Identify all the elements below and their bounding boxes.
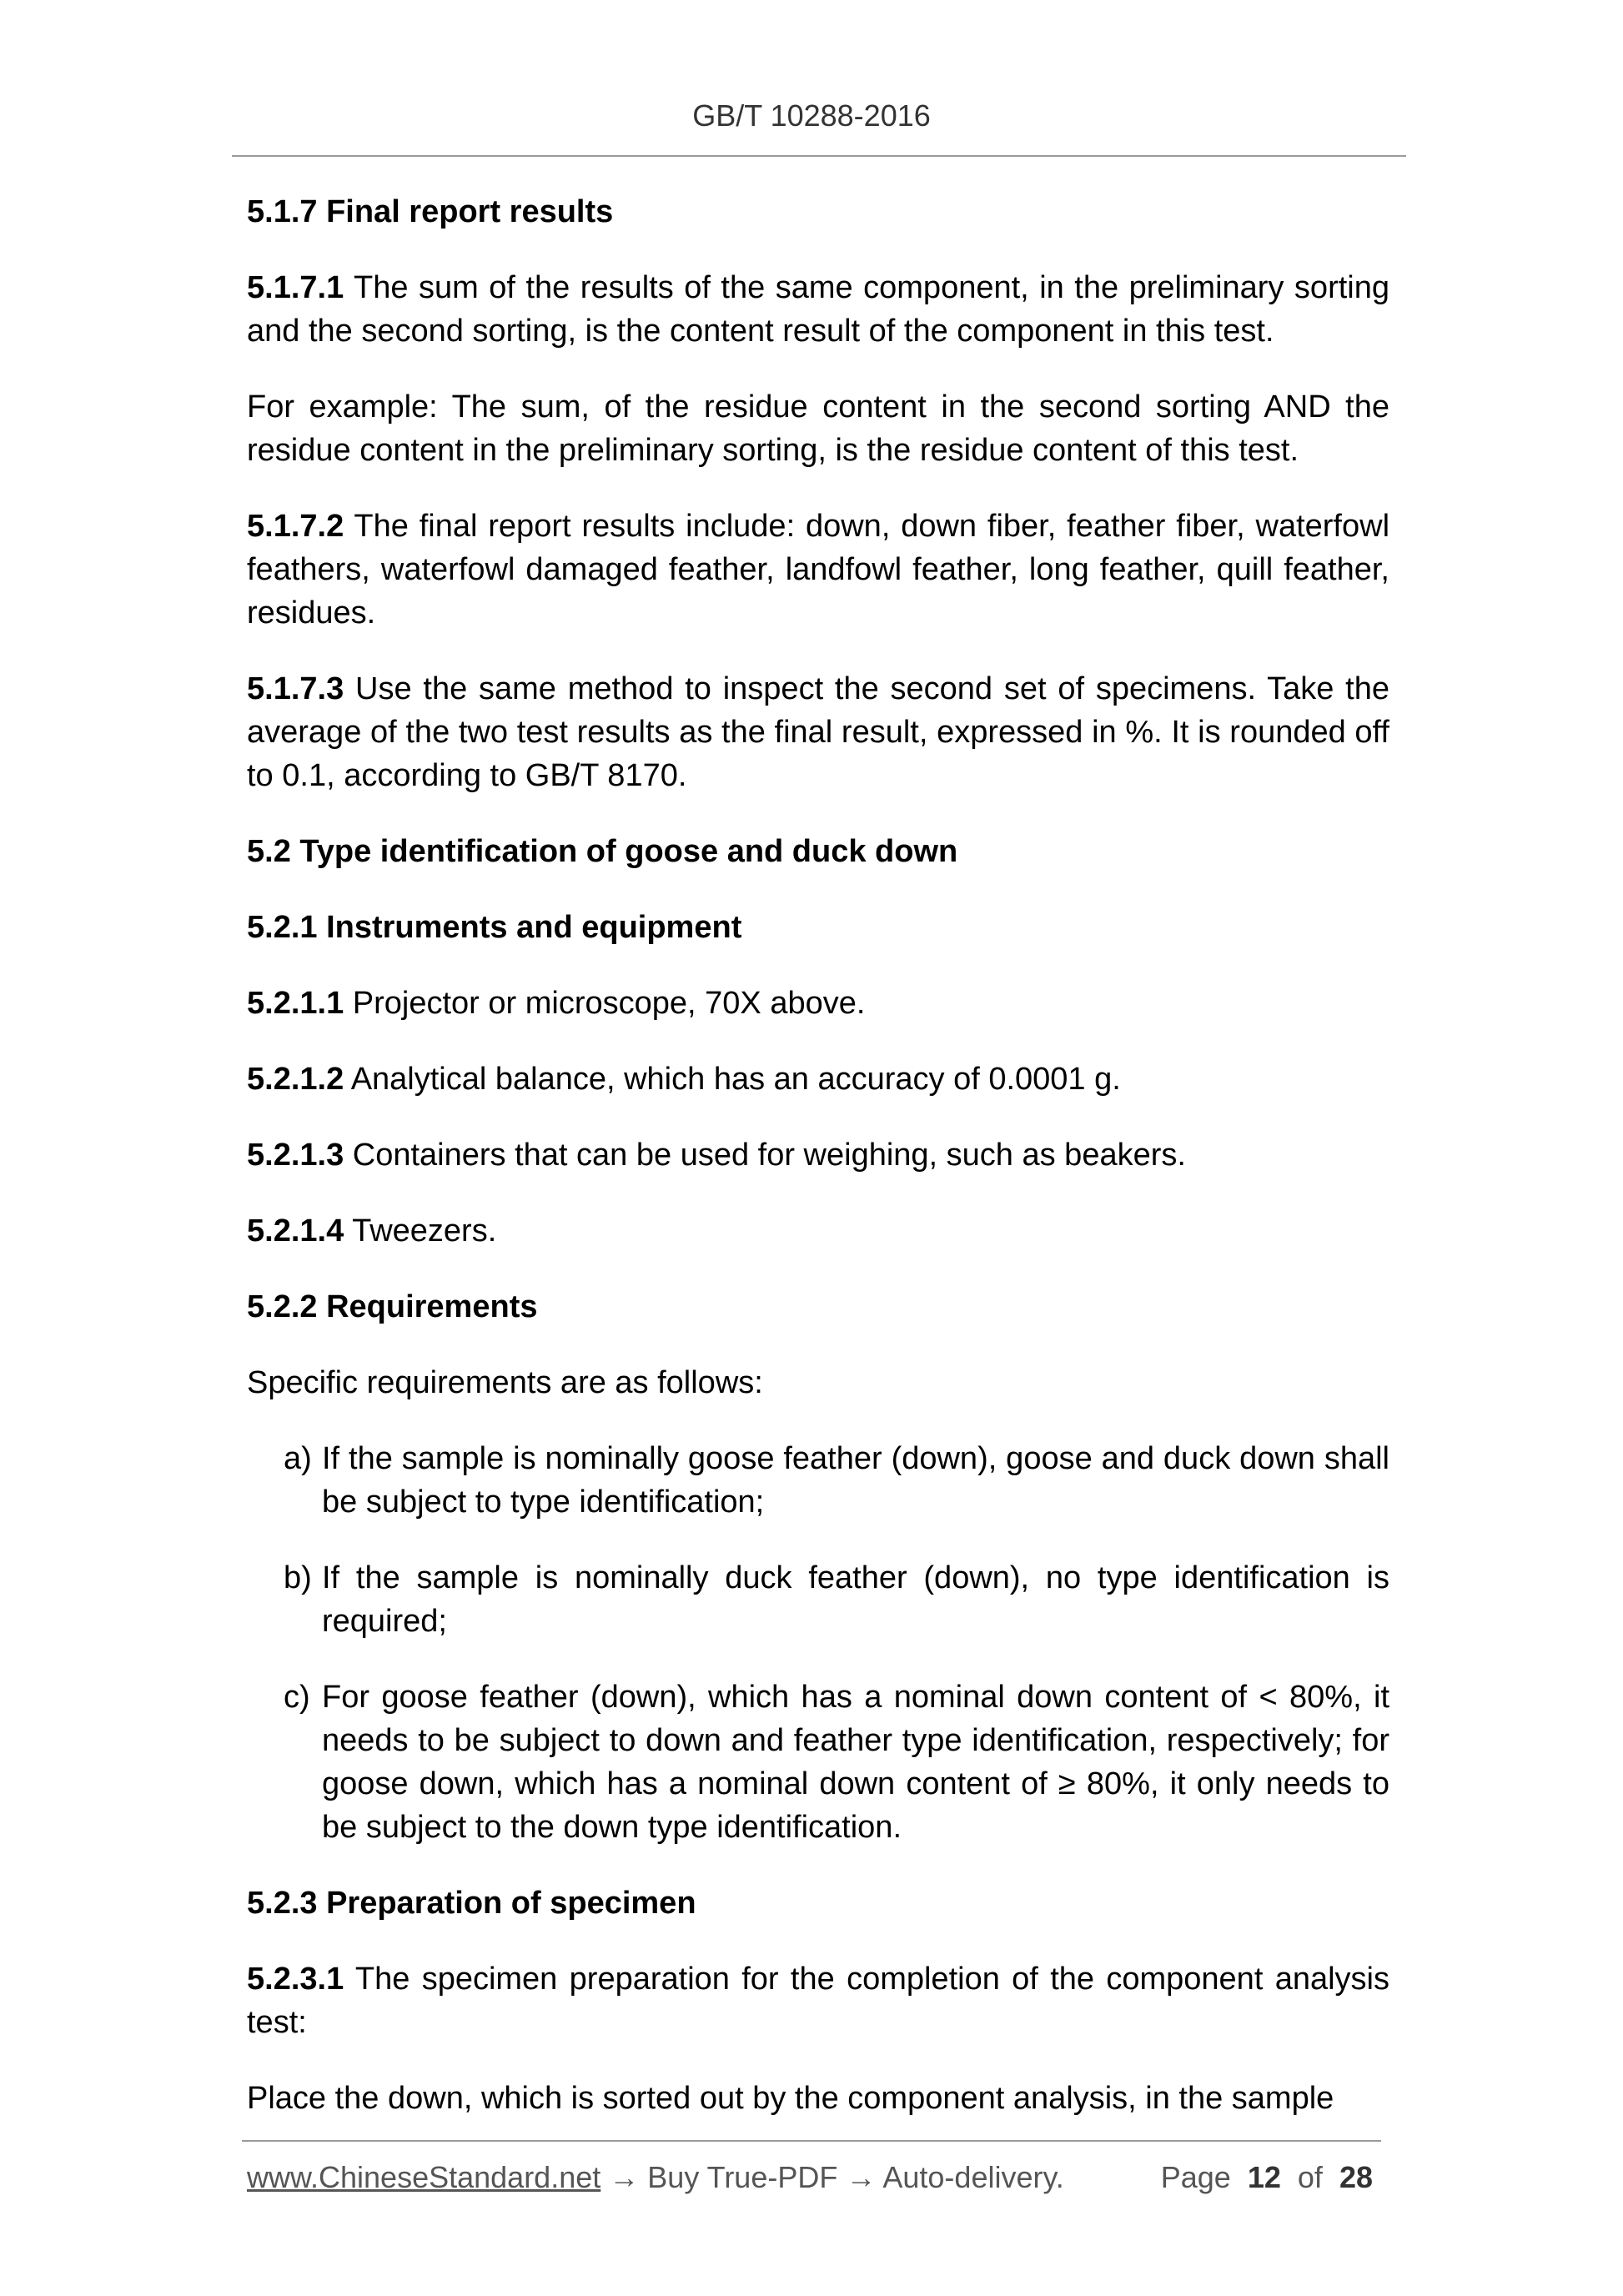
clause-text: Containers that can be used for weighing, such as beakers. xyxy=(352,1138,1186,1173)
page-label: Page xyxy=(1160,2160,1231,2194)
clause-5-2-1-3 xyxy=(247,1133,1389,1177)
page-total: 28 xyxy=(1339,2160,1373,2194)
buy-text: Buy True-PDF xyxy=(647,2160,838,2194)
heading-5-2-1: 5.2.1 Instruments and equipment xyxy=(247,910,742,945)
clause-5-2-1-1 xyxy=(247,982,1389,1025)
list-item xyxy=(284,1676,1389,1849)
clause-number: 5.2.1.3 xyxy=(247,1138,344,1173)
arrow-right-icon: → xyxy=(846,2160,877,2194)
list-marker: b) xyxy=(284,1560,312,1595)
clause-number: 5.2.3.1 xyxy=(247,1962,344,1997)
list-item xyxy=(284,1556,1389,1643)
clause-text: Tweezers. xyxy=(352,1213,497,1248)
requirements-intro: Specific requirements are as follows: xyxy=(247,1365,763,1400)
clause-text: The sum of the results of the same component, in the preliminary sorting and the second sorting, is the content result of the component in this test. xyxy=(247,270,1389,349)
page-number: 12 xyxy=(1247,2160,1281,2194)
page-indicator xyxy=(1161,2160,1373,2195)
heading-5-2-2: 5.2.2 Requirements xyxy=(247,1289,538,1324)
clause-number: 5.2.1.1 xyxy=(247,986,344,1021)
clause-5-2-1-4 xyxy=(247,1209,1389,1253)
clause-number: 5.2.1.4 xyxy=(247,1213,344,1248)
clause-number: 5.1.7.1 xyxy=(247,270,344,305)
clause-5-1-7-1 xyxy=(247,266,1389,353)
list-item xyxy=(284,1437,1389,1524)
heading-5-1-7: 5.1.7 Final report results xyxy=(247,194,614,229)
list-text: If the sample is nominally goose feather (down), goose and duck down shall be subject to type identification; xyxy=(322,1441,1389,1520)
clause-5-2-1-2 xyxy=(247,1058,1389,1101)
footer-divider xyxy=(242,2140,1381,2142)
clause-text: Analytical balance, which has an accuracy of 0.0001 g. xyxy=(350,1062,1121,1097)
list-marker: a) xyxy=(284,1441,312,1476)
heading-5-2-3: 5.2.3 Preparation of specimen xyxy=(247,1886,696,1921)
continuation-paragraph: Place the down, which is sorted out by the component analysis, in the sample xyxy=(247,2081,1334,2116)
delivery-text: Auto-delivery. xyxy=(882,2160,1064,2194)
clause-number: 5.1.7.3 xyxy=(247,671,344,706)
header-divider xyxy=(232,155,1406,157)
heading-5-2: 5.2 Type identification of goose and duck down xyxy=(247,834,958,869)
list-text: If the sample is nominally duck feather (down), no type identification is required; xyxy=(322,1560,1389,1639)
page-content xyxy=(247,190,1389,2120)
clause-number: 5.1.7.2 xyxy=(247,509,344,544)
arrow-right-icon: → xyxy=(609,2160,640,2194)
clause-text: The specimen preparation for the completion of the component analysis test: xyxy=(247,1962,1389,2040)
clause-text: Use the same method to inspect the second set of specimens. Take the average of the two test results as the final result, expressed in %. It is rounded off to 0.1, according to GB/T 8170. xyxy=(247,671,1389,793)
clause-text: The final report results include: down, down fiber, feather fiber, waterfowl feathers, waterfowl damaged feather, landfowl feather, long feather, quill feather, residues. xyxy=(247,509,1390,631)
clause-5-1-7-3 xyxy=(247,667,1389,797)
clause-text: Projector or microscope, 70X above. xyxy=(352,986,866,1021)
clause-5-2-3-1 xyxy=(247,1957,1389,2044)
running-header: GB/T 10288-2016 xyxy=(692,98,931,133)
clause-number: 5.2.1.2 xyxy=(247,1062,344,1097)
list-marker: c) xyxy=(284,1680,310,1715)
of-label: of xyxy=(1297,2160,1323,2194)
example-paragraph: For example: The sum, of the residue content in the second sorting AND the residue content in the preliminary sorting, is the residue content of this test. xyxy=(247,389,1389,468)
site-link[interactable]: www.ChineseStandard.net xyxy=(247,2160,601,2194)
list-text: For goose feather (down), which has a nominal down content of < 80%, it needs to be subject to down and feather type identification, respectively; for goose down, which has a nominal down content of ≥ 80%, it only needs to be subject to the down type identification. xyxy=(322,1680,1389,1845)
clause-5-1-7-2 xyxy=(247,505,1389,635)
page-footer xyxy=(247,2160,1381,2195)
